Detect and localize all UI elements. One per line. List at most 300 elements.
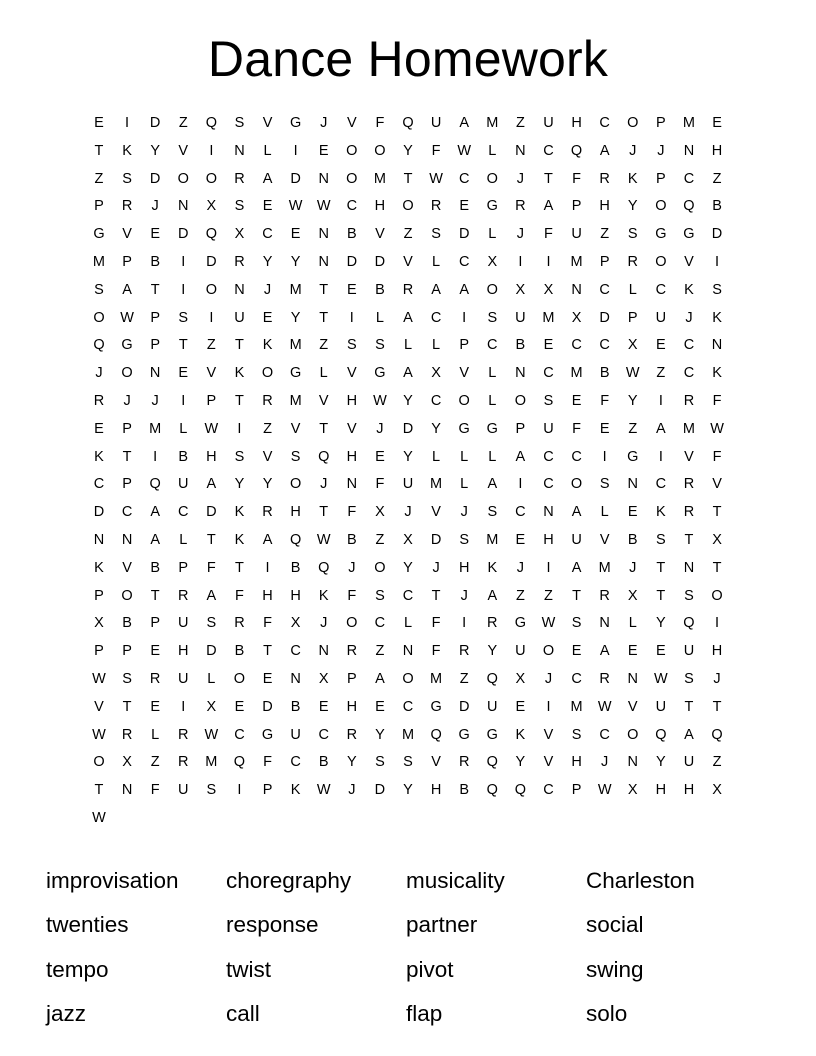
grid-cell[interactable]: C xyxy=(683,337,695,354)
grid-cell[interactable]: B xyxy=(459,782,470,799)
grid-cell[interactable]: E xyxy=(262,309,273,326)
grid-cell[interactable]: Q xyxy=(486,782,498,799)
grid-cell[interactable]: V xyxy=(318,392,329,409)
grid-cell[interactable]: Z xyxy=(544,587,553,604)
grid-cell[interactable]: S xyxy=(684,670,694,687)
grid-cell[interactable]: D xyxy=(711,226,723,243)
grid-cell[interactable]: J xyxy=(657,142,665,159)
grid-cell[interactable]: N xyxy=(402,643,414,660)
grid-cell[interactable]: J xyxy=(151,392,159,409)
grid-cell[interactable]: M xyxy=(570,698,583,715)
grid-cell[interactable]: V xyxy=(543,754,554,771)
grid-cell[interactable]: N xyxy=(121,531,133,548)
grid-cell[interactable]: Z xyxy=(150,754,160,771)
grid-cell[interactable]: B xyxy=(178,448,189,465)
grid-cell[interactable]: R xyxy=(178,726,189,743)
grid-cell[interactable]: Z xyxy=(459,670,469,687)
grid-cell[interactable]: R xyxy=(234,615,245,632)
grid-cell[interactable]: G xyxy=(655,226,667,243)
grid-cell[interactable]: L xyxy=(207,670,216,687)
grid-cell[interactable]: Z xyxy=(515,115,525,131)
grid-cell[interactable]: Z xyxy=(515,587,525,604)
grid-cell[interactable]: L xyxy=(375,309,384,326)
grid-cell[interactable]: C xyxy=(571,448,582,465)
grid-cell[interactable]: Q xyxy=(318,559,330,576)
grid-cell[interactable]: W xyxy=(373,392,387,409)
grid-cell[interactable]: U xyxy=(683,643,695,660)
grid-cell[interactable]: I xyxy=(153,448,158,465)
grid-cell[interactable]: J xyxy=(376,420,384,437)
grid-cell[interactable]: O xyxy=(627,726,639,743)
word-list-item[interactable]: twenties xyxy=(46,912,129,938)
grid-cell[interactable]: E xyxy=(150,643,160,660)
grid-cell[interactable]: H xyxy=(543,531,554,548)
grid-cell[interactable]: D xyxy=(149,170,161,187)
grid-cell[interactable]: J xyxy=(404,504,412,521)
grid-cell[interactable]: E xyxy=(375,448,385,465)
grid-cell[interactable]: A xyxy=(375,670,385,687)
grid-cell[interactable]: Q xyxy=(402,115,414,131)
grid-cell[interactable]: M xyxy=(598,559,611,576)
word-list-item[interactable]: tempo xyxy=(46,956,109,982)
grid-cell[interactable]: E xyxy=(94,420,104,437)
grid-cell[interactable]: Q xyxy=(683,198,695,215)
grid-cell[interactable]: I xyxy=(546,559,551,576)
grid-cell[interactable]: E xyxy=(459,198,470,215)
grid-cell[interactable]: F xyxy=(347,587,357,604)
grid-cell[interactable]: J xyxy=(516,170,524,187)
grid-cell[interactable]: V xyxy=(178,142,189,159)
grid-cell[interactable]: J xyxy=(151,198,159,215)
grid-cell[interactable]: C xyxy=(487,337,498,354)
grid-cell[interactable]: T xyxy=(319,420,329,437)
grid-cell[interactable]: A xyxy=(459,281,470,298)
grid-cell[interactable]: C xyxy=(290,754,301,771)
grid-cell[interactable]: E xyxy=(571,392,582,409)
grid-cell[interactable]: Y xyxy=(403,142,413,159)
grid-cell[interactable]: C xyxy=(543,448,554,465)
grid-cell[interactable]: E xyxy=(318,142,329,159)
grid-cell[interactable]: Z xyxy=(263,420,272,437)
grid-cell[interactable]: S xyxy=(656,531,666,548)
grid-cell[interactable]: O xyxy=(374,142,386,159)
grid-cell[interactable]: H xyxy=(599,198,610,215)
grid-cell[interactable]: D xyxy=(346,253,358,270)
grid-cell[interactable]: Y xyxy=(290,253,301,270)
grid-cell[interactable]: S xyxy=(459,531,470,548)
grid-cell[interactable]: C xyxy=(599,115,610,131)
grid-cell[interactable]: Y xyxy=(403,559,413,576)
grid-cell[interactable]: C xyxy=(318,726,329,743)
grid-cell[interactable]: C xyxy=(543,142,554,159)
word-list-item[interactable]: improvisation xyxy=(46,867,179,893)
grid-cell[interactable]: R xyxy=(599,670,610,687)
grid-cell[interactable]: H xyxy=(346,392,358,409)
grid-cell[interactable]: O xyxy=(655,253,667,270)
grid-cell[interactable]: V xyxy=(459,365,470,382)
grid-cell[interactable]: G xyxy=(374,365,386,382)
grid-cell[interactable]: H xyxy=(683,782,695,799)
grid-cell[interactable]: W xyxy=(597,782,612,799)
grid-cell[interactable]: O xyxy=(93,309,105,326)
grid-cell[interactable]: W xyxy=(316,782,331,799)
grid-cell[interactable]: J xyxy=(348,782,356,799)
grid-cell[interactable]: P xyxy=(656,170,666,187)
grid-cell[interactable]: N xyxy=(234,281,245,298)
grid-cell[interactable]: H xyxy=(346,448,358,465)
grid-cell[interactable]: B xyxy=(318,754,329,771)
grid-cell[interactable]: O xyxy=(486,281,498,298)
grid-cell[interactable]: P xyxy=(122,253,132,270)
grid-cell[interactable]: D xyxy=(149,115,161,131)
grid-cell[interactable]: R xyxy=(458,643,470,660)
grid-cell[interactable]: B xyxy=(150,559,160,576)
grid-cell[interactable]: T xyxy=(684,698,694,715)
grid-cell[interactable]: A xyxy=(571,504,582,521)
grid-cell[interactable]: O xyxy=(205,170,217,187)
grid-cell[interactable]: S xyxy=(712,281,722,298)
grid-cell[interactable]: E xyxy=(627,643,638,660)
grid-cell[interactable]: L xyxy=(488,448,497,465)
grid-cell[interactable]: T xyxy=(178,337,188,354)
grid-cell[interactable]: B xyxy=(122,615,132,632)
grid-cell[interactable]: R xyxy=(346,726,358,743)
grid-cell[interactable]: P xyxy=(122,643,132,660)
grid-cell[interactable]: T xyxy=(544,170,553,187)
grid-cell[interactable]: R xyxy=(599,170,610,187)
grid-cell[interactable]: F xyxy=(263,615,272,632)
grid-cell[interactable]: D xyxy=(374,782,386,799)
grid-cell[interactable]: E xyxy=(375,698,385,715)
grid-cell[interactable]: O xyxy=(374,559,386,576)
grid-cell[interactable]: V xyxy=(122,226,132,243)
grid-cell[interactable]: M xyxy=(289,281,302,298)
grid-cell[interactable]: V xyxy=(346,115,357,131)
grid-cell[interactable]: K xyxy=(290,782,301,799)
grid-cell[interactable]: V xyxy=(206,365,217,382)
grid-cell[interactable]: R xyxy=(627,253,638,270)
grid-cell[interactable]: I xyxy=(658,392,663,409)
grid-cell[interactable]: X xyxy=(431,365,441,382)
grid-cell[interactable]: F xyxy=(206,559,216,576)
grid-cell[interactable]: C xyxy=(515,504,526,521)
grid-cell[interactable]: V xyxy=(684,253,694,270)
grid-cell[interactable]: C xyxy=(543,782,554,799)
grid-cell[interactable]: Z xyxy=(628,420,638,437)
grid-cell[interactable]: J xyxy=(460,504,468,521)
grid-cell[interactable]: C xyxy=(655,476,667,493)
grid-cell[interactable]: K xyxy=(656,504,666,521)
grid-cell[interactable]: N xyxy=(599,615,610,632)
grid-cell[interactable]: R xyxy=(93,392,105,409)
grid-cell[interactable]: T xyxy=(235,392,244,409)
grid-cell[interactable]: N xyxy=(318,253,329,270)
grid-cell[interactable]: S xyxy=(122,170,132,187)
grid-cell[interactable]: N xyxy=(290,670,301,687)
grid-cell[interactable]: S xyxy=(346,337,357,354)
grid-cell[interactable]: M xyxy=(205,754,218,771)
grid-cell[interactable]: X xyxy=(515,281,526,298)
grid-cell[interactable]: P xyxy=(150,615,160,632)
grid-cell[interactable]: O xyxy=(346,170,358,187)
grid-cell[interactable]: N xyxy=(711,337,723,354)
grid-cell[interactable]: V xyxy=(262,448,273,465)
grid-cell[interactable]: E xyxy=(150,698,160,715)
grid-cell[interactable]: Q xyxy=(149,476,161,493)
grid-cell[interactable]: I xyxy=(602,448,607,465)
grid-cell[interactable]: D xyxy=(206,253,217,270)
word-list-item[interactable]: pivot xyxy=(406,956,454,982)
grid-cell[interactable]: L xyxy=(628,281,637,298)
grid-cell[interactable]: R xyxy=(178,754,189,771)
grid-cell[interactable]: N xyxy=(318,170,329,187)
word-list-item[interactable]: swing xyxy=(586,956,644,982)
grid-cell[interactable]: H xyxy=(571,115,582,131)
grid-cell[interactable]: C xyxy=(93,476,105,493)
grid-cell[interactable]: K xyxy=(684,281,694,298)
grid-cell[interactable]: F xyxy=(431,142,441,159)
grid-cell[interactable]: A xyxy=(684,726,694,743)
grid-cell[interactable]: N xyxy=(93,531,105,548)
grid-cell[interactable]: C xyxy=(683,365,695,382)
grid-cell[interactable]: Y xyxy=(262,476,273,493)
grid-cell[interactable]: B xyxy=(712,198,722,215)
grid-cell[interactable]: Z xyxy=(94,170,104,187)
word-list-item[interactable]: choregraphy xyxy=(226,867,352,893)
grid-cell[interactable]: R xyxy=(178,587,189,604)
grid-cell[interactable]: L xyxy=(403,615,413,632)
grid-cell[interactable]: V xyxy=(627,698,638,715)
grid-cell[interactable]: A xyxy=(487,476,498,493)
grid-cell[interactable]: F xyxy=(572,170,581,187)
grid-cell[interactable]: D xyxy=(178,226,189,243)
grid-cell[interactable]: I xyxy=(181,253,186,270)
grid-cell[interactable]: T xyxy=(235,337,244,354)
grid-cell[interactable]: J xyxy=(320,115,328,131)
grid-cell[interactable]: A xyxy=(403,309,413,326)
grid-cell[interactable]: Y xyxy=(431,420,441,437)
grid-cell[interactable]: T xyxy=(431,587,441,604)
grid-cell[interactable]: U xyxy=(234,309,245,326)
grid-cell[interactable]: N xyxy=(683,559,695,576)
grid-cell[interactable]: A xyxy=(150,504,160,521)
grid-cell[interactable]: Q xyxy=(233,754,246,771)
grid-cell[interactable]: F xyxy=(375,476,385,493)
grid-cell[interactable]: X xyxy=(206,198,217,215)
grid-cell[interactable]: K xyxy=(712,309,722,326)
grid-cell[interactable]: R xyxy=(234,170,245,187)
grid-cell[interactable]: C xyxy=(599,726,610,743)
grid-cell[interactable]: W xyxy=(316,198,331,215)
grid-cell[interactable]: C xyxy=(458,253,470,270)
grid-cell[interactable]: G xyxy=(514,615,527,632)
grid-cell[interactable]: S xyxy=(599,476,610,493)
grid-cell[interactable]: Y xyxy=(656,615,666,632)
grid-cell[interactable]: P xyxy=(206,392,217,409)
grid-cell[interactable]: U xyxy=(402,476,414,493)
grid-cell[interactable]: R xyxy=(121,726,133,743)
grid-cell[interactable]: O xyxy=(233,670,246,687)
grid-cell[interactable]: M xyxy=(149,420,162,437)
grid-cell[interactable]: S xyxy=(627,226,638,243)
grid-cell[interactable]: P xyxy=(515,420,526,437)
grid-cell[interactable]: I xyxy=(209,142,214,159)
grid-cell[interactable]: W xyxy=(597,698,612,715)
grid-cell[interactable]: B xyxy=(234,643,245,660)
grid-cell[interactable]: E xyxy=(262,670,273,687)
grid-cell[interactable]: N xyxy=(515,365,526,382)
grid-cell[interactable]: M xyxy=(542,309,555,326)
grid-cell[interactable]: R xyxy=(346,643,358,660)
grid-cell[interactable]: L xyxy=(403,337,413,354)
grid-cell[interactable]: Q xyxy=(486,754,498,771)
grid-cell[interactable]: O xyxy=(121,587,133,604)
grid-cell[interactable]: Z xyxy=(206,337,216,354)
grid-cell[interactable]: L xyxy=(432,253,441,270)
grid-cell[interactable]: Z xyxy=(712,754,722,771)
grid-cell[interactable]: K xyxy=(234,365,245,382)
grid-cell[interactable]: C xyxy=(402,587,414,604)
grid-cell[interactable]: B xyxy=(290,698,301,715)
grid-cell[interactable]: A xyxy=(262,170,273,187)
grid-cell[interactable]: Y xyxy=(262,253,273,270)
grid-cell[interactable]: C xyxy=(543,365,554,382)
grid-cell[interactable]: J xyxy=(601,754,609,771)
grid-cell[interactable]: A xyxy=(571,559,582,576)
grid-cell[interactable]: X xyxy=(94,615,104,632)
grid-cell[interactable]: W xyxy=(92,670,106,687)
word-list-item[interactable]: partner xyxy=(406,912,478,938)
grid-cell[interactable]: E xyxy=(94,115,104,131)
grid-cell[interactable]: B xyxy=(346,531,357,548)
grid-cell[interactable]: J xyxy=(713,670,721,687)
grid-cell[interactable]: I xyxy=(125,115,130,131)
grid-cell[interactable]: P xyxy=(94,587,104,604)
grid-cell[interactable]: Y xyxy=(290,309,301,326)
grid-cell[interactable]: I xyxy=(265,559,270,576)
grid-cell[interactable]: K xyxy=(515,726,526,743)
grid-cell[interactable]: S xyxy=(431,226,441,243)
grid-cell[interactable]: S xyxy=(571,615,582,632)
grid-cell[interactable]: X xyxy=(627,782,638,799)
grid-cell[interactable]: Z xyxy=(375,643,385,660)
grid-cell[interactable]: A xyxy=(262,531,273,548)
grid-cell[interactable]: Q xyxy=(655,726,667,743)
grid-cell[interactable]: T xyxy=(684,531,694,548)
grid-cell[interactable]: Y xyxy=(234,476,245,493)
grid-cell[interactable]: Z xyxy=(403,226,413,243)
grid-cell[interactable]: R xyxy=(262,504,273,521)
word-list-item[interactable]: flap xyxy=(406,1001,443,1027)
grid-cell[interactable]: F xyxy=(712,392,722,409)
grid-cell[interactable]: X xyxy=(206,698,217,715)
grid-cell[interactable]: X xyxy=(234,226,245,243)
grid-cell[interactable]: S xyxy=(234,115,245,131)
grid-cell[interactable]: D xyxy=(402,420,414,437)
grid-cell[interactable]: N xyxy=(571,281,582,298)
grid-cell[interactable]: I xyxy=(462,615,467,632)
grid-cell[interactable]: S xyxy=(487,504,498,521)
grid-cell[interactable]: H xyxy=(290,504,301,521)
grid-cell[interactable]: O xyxy=(655,198,667,215)
grid-cell[interactable]: L xyxy=(319,365,328,382)
grid-cell[interactable]: R xyxy=(487,615,498,632)
grid-cell[interactable]: F xyxy=(150,782,160,799)
grid-cell[interactable]: Q xyxy=(205,115,217,131)
grid-cell[interactable]: V xyxy=(684,448,694,465)
grid-cell[interactable]: J xyxy=(629,559,637,576)
grid-cell[interactable]: E xyxy=(150,226,160,243)
word-list-item[interactable]: response xyxy=(226,912,319,938)
grid-cell[interactable]: H xyxy=(458,559,470,576)
grid-cell[interactable]: M xyxy=(430,670,443,687)
grid-cell[interactable]: D xyxy=(374,253,386,270)
grid-cell[interactable]: A xyxy=(599,643,610,660)
word-list-item[interactable]: solo xyxy=(586,1001,628,1027)
grid-cell[interactable]: H xyxy=(711,142,723,159)
grid-cell[interactable]: S xyxy=(234,198,245,215)
grid-cell[interactable]: P xyxy=(122,476,132,493)
grid-cell[interactable]: Y xyxy=(403,448,413,465)
grid-cell[interactable]: Y xyxy=(656,754,666,771)
grid-cell[interactable]: P xyxy=(150,309,160,326)
grid-cell[interactable]: H xyxy=(655,782,667,799)
puzzle-grid[interactable] xyxy=(85,110,731,833)
grid-cell[interactable]: J xyxy=(320,615,328,632)
grid-cell[interactable]: G xyxy=(486,420,498,437)
grid-cell[interactable]: S xyxy=(206,782,217,799)
grid-cell[interactable]: M xyxy=(430,476,443,493)
word-list-item[interactable]: musicality xyxy=(406,867,505,893)
grid-cell[interactable]: W xyxy=(710,420,724,437)
grid-cell[interactable]: F xyxy=(347,504,357,521)
grid-cell[interactable]: Z xyxy=(712,170,722,187)
grid-cell[interactable]: T xyxy=(150,587,160,604)
grid-cell[interactable]: B xyxy=(346,226,357,243)
grid-cell[interactable]: J xyxy=(263,281,272,298)
grid-cell[interactable]: D xyxy=(599,309,610,326)
grid-cell[interactable]: P xyxy=(178,559,189,576)
grid-cell[interactable]: I xyxy=(209,309,214,326)
grid-cell[interactable]: P xyxy=(571,782,582,799)
grid-cell[interactable]: J xyxy=(95,365,103,382)
grid-cell[interactable]: N xyxy=(178,198,189,215)
grid-cell[interactable]: S xyxy=(206,615,217,632)
grid-cell[interactable]: E xyxy=(515,531,526,548)
grid-cell[interactable]: T xyxy=(319,281,329,298)
grid-cell[interactable]: D xyxy=(430,531,442,548)
grid-cell[interactable]: G xyxy=(93,226,105,243)
grid-cell[interactable]: G xyxy=(261,726,274,743)
grid-cell[interactable]: U xyxy=(655,309,667,326)
grid-cell[interactable]: V xyxy=(431,504,441,521)
grid-cell[interactable]: Q xyxy=(486,670,498,687)
grid-cell[interactable]: Y xyxy=(403,782,413,799)
grid-cell[interactable]: X xyxy=(627,587,638,604)
grid-cell[interactable]: O xyxy=(177,170,189,187)
grid-cell[interactable]: T xyxy=(319,504,329,521)
grid-cell[interactable]: U xyxy=(178,670,189,687)
grid-cell[interactable]: S xyxy=(178,309,189,326)
grid-cell[interactable]: A xyxy=(487,587,498,604)
grid-cell[interactable]: O xyxy=(514,392,527,409)
grid-cell[interactable]: L xyxy=(263,142,272,159)
grid-cell[interactable]: I xyxy=(518,253,523,270)
grid-cell[interactable]: P xyxy=(627,309,638,326)
grid-cell[interactable]: O xyxy=(346,615,358,632)
grid-cell[interactable]: X xyxy=(712,782,722,799)
grid-cell[interactable]: M xyxy=(486,531,499,548)
